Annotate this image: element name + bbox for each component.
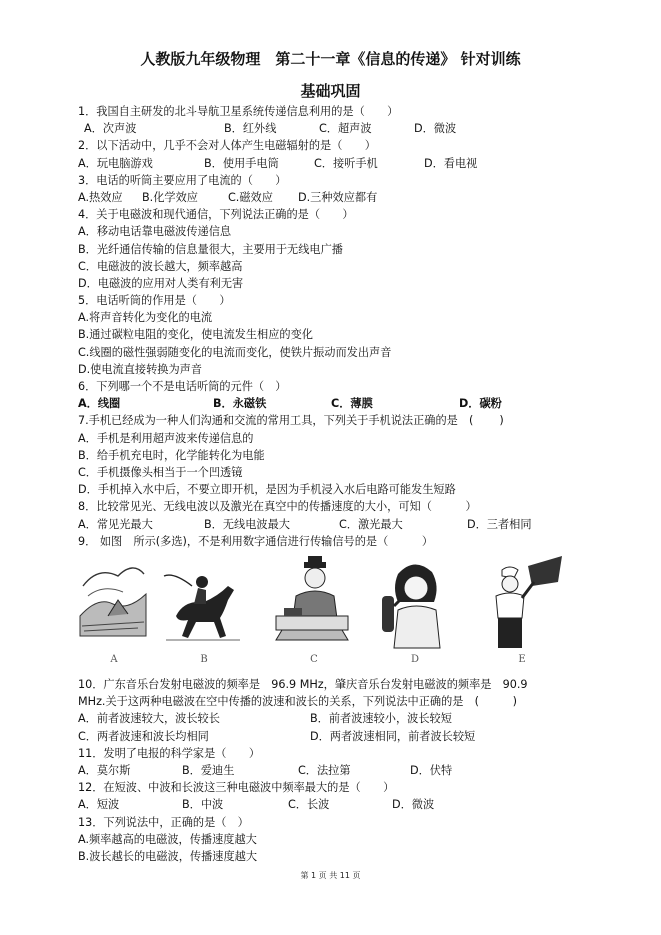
option-d: D.使电流直接转换为声音: [78, 362, 203, 376]
figure-label-c: C: [310, 654, 318, 665]
option-b: B.化学效应: [142, 190, 198, 204]
option-b: B．中波: [182, 798, 224, 812]
option-d: D．两者波速相同，前者波长较短: [310, 729, 476, 743]
question-11-options: [78, 762, 593, 779]
option-c: C.磁效应: [228, 190, 273, 204]
option-d: D．三者相同: [467, 517, 532, 531]
option-c: C．薄膜: [331, 397, 373, 411]
question-12-stem: 12．在短波、中波和长波这三种电磁波中频率最大的是（ ）: [78, 781, 395, 795]
question-2-options: [78, 155, 598, 172]
figure-label-d: D: [410, 654, 420, 665]
question-13-stem: 13．下列说法中，正确的是（ ）: [78, 815, 249, 829]
option-d: D．微波: [392, 798, 435, 812]
question-7-stem: 7.手机已经成为一种人们沟通和交流的常用工具，下列关于手机说法正确的是 ( ): [78, 414, 504, 428]
option-c: C．法拉第: [298, 763, 351, 777]
option-b: B．永磁铁: [213, 397, 267, 411]
question-8-options: [78, 516, 598, 533]
option-c: C．两者波速和波长均相同: [78, 729, 209, 743]
option-a: A．玩电脑游戏: [78, 156, 153, 170]
question-3-stem: 3．电话的听筒主要应用了电流的（ ）: [78, 173, 287, 187]
figure-a-beacon-tower: [78, 556, 148, 654]
option-d: D．伏特: [410, 763, 453, 777]
option-c: C．激光最大: [339, 517, 403, 531]
option-d: D．电磁波的应用对人类有利无害: [78, 276, 244, 290]
question-8-stem: 8．比较常见光、无线电波以及激光在真空中的传播速度的大小，可知（ ）: [78, 500, 477, 514]
question-3-options: [78, 189, 598, 206]
option-d: D.三种效应都有: [298, 190, 378, 204]
question-12-options: [78, 796, 593, 813]
page-title: 人教版九年级物理 第二十一章《信息的传递》 针对训练: [140, 50, 521, 68]
question-1-options: [78, 120, 598, 137]
option-a: A．前者波速较大，波长较长: [78, 712, 220, 726]
question-6-stem: 6．下列哪一个不是电话听筒的元件（ ）: [78, 380, 287, 393]
figure-b-horse-messenger: [162, 556, 244, 654]
question-11-stem: 11．发明了电报的科学家是（ ）: [78, 746, 261, 760]
figure-e-flag-signaler: [482, 556, 566, 654]
option-b: B．红外线: [224, 122, 277, 136]
question-10-options-row-2: [78, 728, 593, 745]
option-a: A.将声音转化为变化的电流: [78, 311, 213, 325]
option-a: A．移动电话靠电磁波传递信息: [78, 225, 232, 239]
question-4-stem: 4．关于电磁波和现代通信，下列说法正确的是（ ）: [78, 208, 354, 222]
option-c: C．手机摄像头相当于一个凹透镜: [78, 465, 243, 479]
option-a: A．线圈: [78, 397, 121, 411]
option-c: C．超声波: [319, 122, 372, 136]
option-b: B.波长越长的电磁波，传播速度越大: [78, 849, 258, 863]
question-10-line-2: MHz.关于这两种电磁波在空中传播的波速和波长的关系，下列说法中正确的是 ( ): [78, 695, 517, 709]
questions-part1: [78, 103, 598, 550]
figure-label-e: E: [518, 654, 526, 665]
option-b: B．前者波速较小，波长较短: [310, 712, 452, 726]
option-b: B.通过碳粒电阻的变化，使电流发生相应的变化: [78, 328, 313, 342]
option-d: D．微波: [414, 122, 457, 136]
page-footer: 第 1 页 共 11 页: [300, 871, 361, 880]
option-c: C．电磁波的波长越大，频率越高: [78, 259, 243, 273]
option-a: A．常见光最大: [78, 517, 153, 531]
option-d: D．看电视: [424, 156, 478, 170]
option-a: A．手机是利用超声波来传递信息的: [78, 431, 254, 445]
question-6-options: [78, 395, 598, 412]
question-10-line-1: 10．广东音乐台发射电磁波的频率是 96.9 MHz，肇庆音乐台发射电磁波的频率是 90.9: [78, 678, 528, 691]
question-5-stem: 5．电话听筒的作用是（ ）: [78, 294, 231, 308]
figure-c-telegraph-operator: [270, 556, 354, 654]
figure-label-b: B: [200, 654, 208, 665]
questions-part2: [78, 676, 593, 865]
question-9-stem: 9． 如图 所示(多选)，不是利用数字通信进行传输信号的是（ ）: [78, 534, 434, 548]
option-d: D．碳粉: [459, 397, 502, 411]
question-10-options-row-1: [78, 710, 593, 727]
option-b: B．光纤通信传输的信息量很大，主要用于无线电广播: [78, 242, 343, 256]
option-a: A．短波: [78, 798, 120, 812]
figure-d-telephone-girl: [380, 556, 450, 654]
option-b: B．爱迪生: [182, 763, 235, 777]
option-c: C.线圈的磁性强弱随变化的电流而变化，使铁片振动而发出声音: [78, 345, 392, 359]
question-2-stem: 2．以下活动中，几乎不会对人体产生电磁辐射的是（ ）: [78, 139, 376, 153]
option-b: B．无线电波最大: [204, 517, 290, 531]
question-9-figure: [78, 556, 593, 672]
figure-label-a: A: [110, 654, 118, 665]
option-c: C．接听手机: [314, 156, 378, 170]
option-b: B．使用手电筒: [204, 156, 279, 170]
option-a: A.热效应: [78, 190, 123, 204]
option-a: A．莫尔斯: [78, 763, 131, 777]
section-title: 基础巩固: [300, 82, 361, 100]
option-a: A．次声波: [84, 122, 137, 136]
option-d: D．手机掉入水中后，不要立即开机，是因为手机浸入水后电路可能发生短路: [78, 483, 456, 497]
option-c: C．长波: [288, 798, 330, 812]
question-1-stem: 1．我国自主研发的北斗导航卫星系统传递信息利用的是（ ）: [78, 105, 399, 118]
option-a: A.频率越高的电磁波，传播速度越大: [78, 832, 257, 846]
option-b: B．给手机充电时，化学能转化为电能: [78, 448, 265, 462]
